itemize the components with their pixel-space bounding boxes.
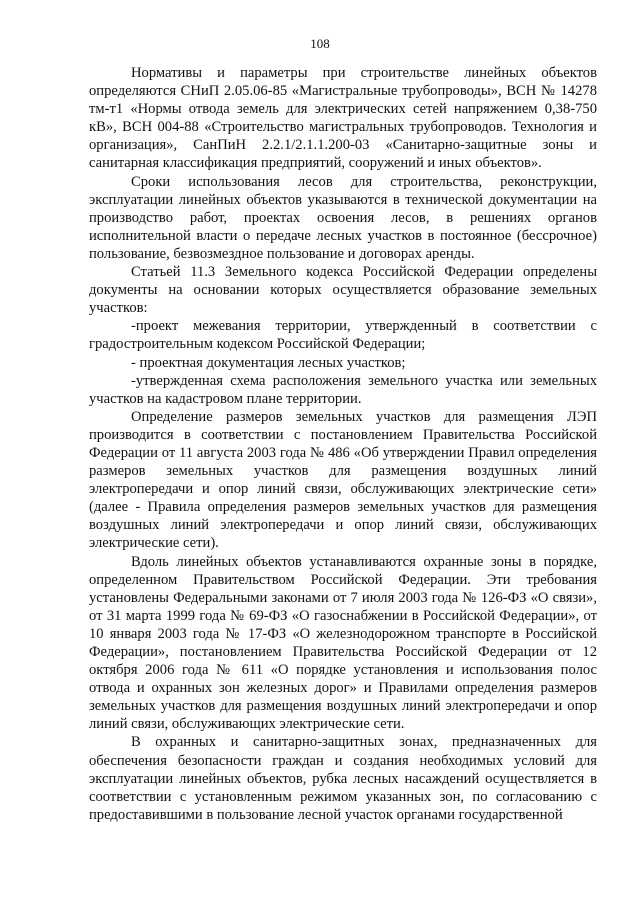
body-text (89, 64, 597, 824)
paragraph-forest-use-terms: Сроки использования лесов для строительства, реконструкции, эксплуатации линейных объектов указываются в технической документации на производство работ, проектах освоения лесов, в решениях органов исполнительной власти о передаче лесных участков в постоянное (бессрочное) пользование, безвозмездное пользование и договорах аренды. (89, 173, 597, 262)
list-item-survey-project: -проект межевания территории, утвержденный в соответствии с градостроительным кодексом Российской Федерации; (89, 318, 597, 353)
paragraph-protection-zones: Вдоль линейных объектов устанавливаются охранные зоны в порядке, определенном Правительством Российской Федерации. Эти требования установлены Федеральными законами от 7 июля 2003 года № 126-ФЗ «О связи», от 31 марта 1999 года № 69-ФЗ «О газоснабжении в Российской Федерации», от 10 января 2003 года № 17-ФЗ «О железнодорожном транспорте в Российской Федерации», постановлением Правительства Российской Федерации от 12 октября 2006 года № 611 «О порядке установления и использования полос отвода и охранных зон железных дорог» и Правилами определения размеров земельных участков для размещения воздушных линий электропередачи и опор линий связи, обслуживающих электрические сети. (89, 553, 597, 733)
paragraph-land-code-article: Статьей 11.3 Земельного кодекса Российской Федерации определены документы на основании которых осуществляется образование земельных участков: (89, 264, 597, 317)
list-item-project-documentation: - проектная документация лесных участков; (131, 354, 406, 371)
paragraph-normatives: Нормативы и параметры при строительстве линейных объектов определяются СНиП 2.05.06-85 «Магистральные трубопроводы», ВСН № 14278 тм-т1 «Нормы отвода земель для электрических сетей напряжением 0,38-750 кВ», ВСН 004-88 «Строительство магистральных трубопроводов. Технология и организация», СанПиН 2.2.1/2.1.1.200-03 «Санитарно-защитные зоны и санитарная классификация предприятий, сооружений и иных объектов». (89, 65, 597, 172)
list-item-cadastral-scheme: -утвержденная схема расположения земельного участка или земельных участков на кадастровом плане территории. (89, 372, 597, 407)
page-number: 108 (310, 36, 330, 51)
paragraph-sanitary-zones: В охранных и санитарно-защитных зонах, предназначенных для обеспечения безопасности граждан и создания необходимых условий для эксплуатации линейных объектов, рубка лесных насаждений осуществляется в соответствии с установленным режимом указанных зон, по согласованию с предоставившими в пользование лесной участок органами государственной (89, 734, 597, 823)
paragraph-power-line-plots: Определение размеров земельных участков для размещения ЛЭП производится в соответствии с постановлением Правительства Российской Федерации от 11 августа 2003 года № 486 «Об утверждении Правил определения размеров земельных участков для размещения воздушных линий электропередачи и опор линий связи, обслуживающих электрические сети» (далее - Правила определения размеров земельных участков для размещения воздушных линий электропередачи и опор линий связи, обслуживающих электрические сети). (89, 408, 597, 552)
